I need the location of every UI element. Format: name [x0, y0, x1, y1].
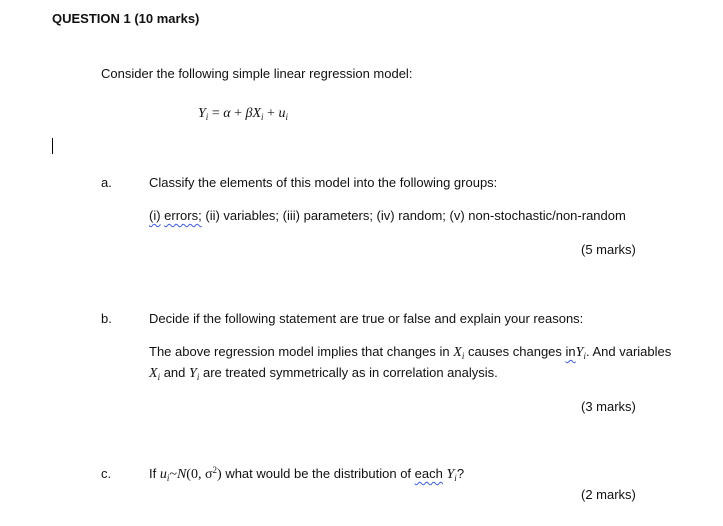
- eq-sub: i: [285, 112, 288, 122]
- eq-plus: +: [234, 106, 242, 121]
- text-cursor: [52, 138, 53, 154]
- part-c-distribution: $u_i\sim N(0$, $\sigma^2$): [159, 465, 222, 483]
- eq-y: Y: [198, 106, 206, 121]
- question-heading: QUESTION 1 (10 marks): [52, 11, 200, 26]
- part-b-in: in: [565, 344, 576, 359]
- part-b-marks: (3 marks): [581, 399, 636, 414]
- eq-sub: i: [261, 112, 264, 122]
- question-intro: Consider the following simple linear regression model:: [101, 66, 413, 81]
- part-b-text: . And variables: [585, 344, 672, 359]
- eq-alpha: α: [223, 106, 231, 121]
- part-a-label: a.: [101, 175, 112, 190]
- part-b-y2: $Y_i$: [189, 366, 200, 382]
- part-a-prompt: Classify the elements of this model into the following groups:: [149, 175, 498, 190]
- part-b-prompt: Decide if the following statement are true or false and explain your reasons:: [149, 311, 584, 326]
- part-a-option-rest: (ii) variables; (iii) parameters; (iv) random; (v) non-stochastic/non-random: [205, 208, 626, 223]
- part-b-text: are treated symmetrically as in correlation analysis.: [202, 365, 498, 380]
- part-c-marks: (2 marks): [581, 487, 636, 502]
- eq-plus: +: [267, 106, 275, 121]
- regression-equation: [198, 106, 288, 122]
- eq-x: X: [252, 106, 262, 121]
- part-c-qmark: ?: [456, 466, 465, 481]
- part-c-y: $Y_i$: [446, 467, 457, 483]
- part-c-text: what would be the distribution of: [225, 466, 412, 481]
- part-b-y: $Y_i$: [575, 345, 586, 361]
- part-c-label: c.: [101, 466, 112, 481]
- part-b-statement-line1: [149, 344, 671, 361]
- part-b-x2: $X_i$: [149, 366, 161, 382]
- part-b-text: The above regression model implies that changes in: [149, 344, 450, 359]
- part-b-statement-line2: [149, 365, 498, 382]
- eq-sub: i: [205, 112, 209, 122]
- part-c-each: each: [414, 466, 443, 481]
- part-a-options: [149, 208, 626, 223]
- part-b-label: b.: [101, 311, 112, 326]
- part-b-and: and: [163, 365, 186, 380]
- part-c-text: If: [149, 466, 157, 481]
- part-b-x: $X_i$: [453, 345, 465, 361]
- part-a-option-i: (i): [149, 208, 161, 223]
- eq-beta: β: [245, 106, 253, 121]
- part-a-option-errors: errors;: [164, 208, 202, 223]
- part-c-prompt: [149, 465, 464, 483]
- eq-u: u: [278, 106, 286, 121]
- part-a-marks: (5 marks): [581, 242, 636, 257]
- eq-equals: =: [211, 106, 220, 121]
- part-b-text: causes changes: [467, 344, 562, 359]
